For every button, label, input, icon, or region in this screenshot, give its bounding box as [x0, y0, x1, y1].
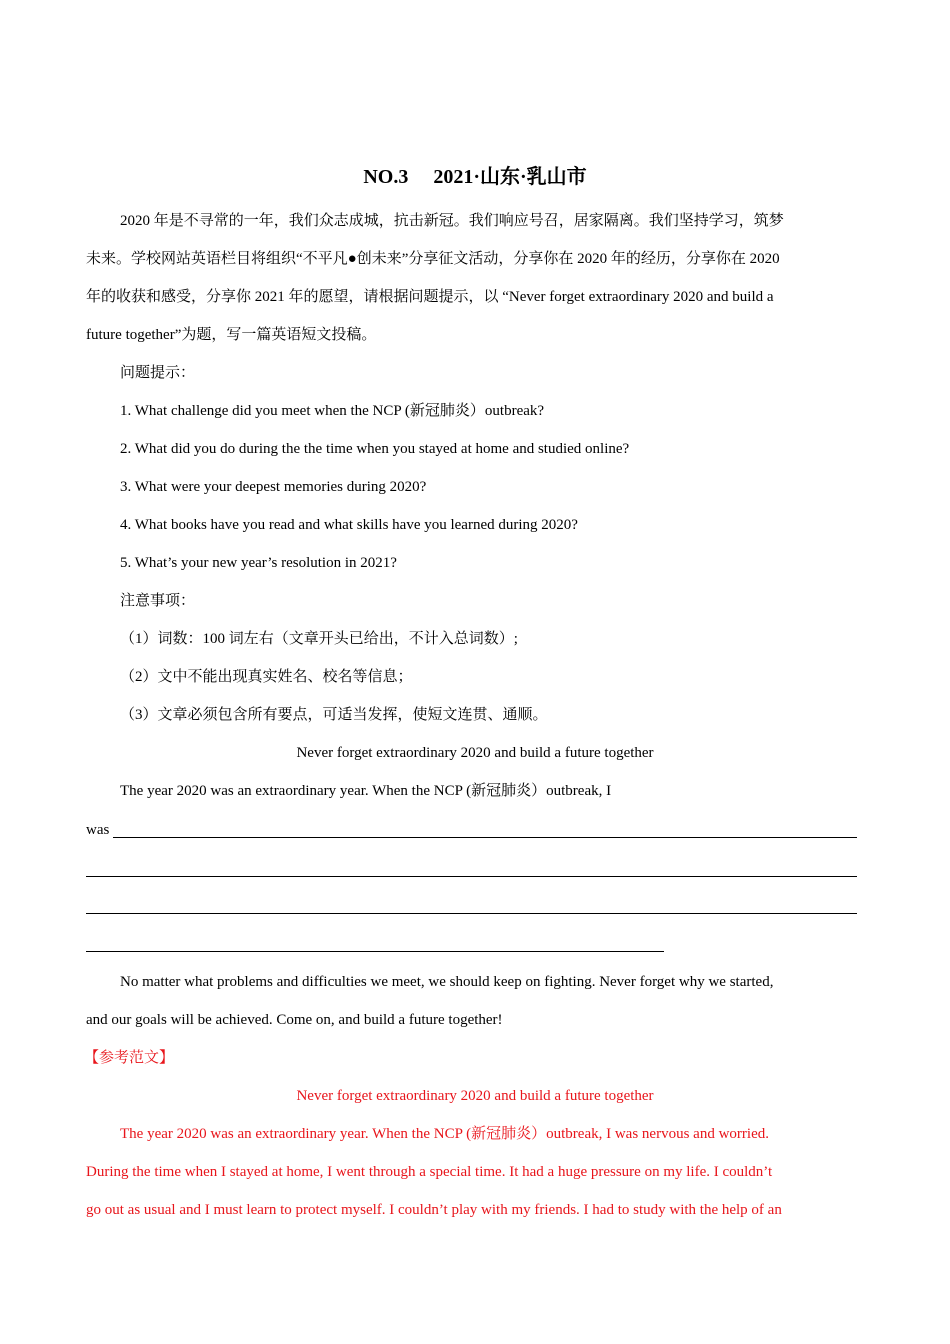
hint-item: 3. What were your deepest memories during 2020? — [120, 479, 427, 495]
answer-blank-line[interactable] — [86, 913, 857, 914]
essay-closing-line-1: No matter what problems and difficulties we meet, we should keep on fighting. Never forget why we started, — [120, 974, 774, 990]
reference-label: 【参考范文】 — [84, 1050, 175, 1066]
essay-title: Never forget extraordinary 2020 and build a future together — [296, 745, 654, 761]
answer-blank-line[interactable] — [86, 951, 664, 952]
page-title: NO.3 2021·山东·乳山市 — [363, 166, 587, 188]
prompt-line-3: 年的收获和感受，分享你 2021 年的愿望，请根据问题提示，以 “Never forget extraordinary 2020 and build a — [86, 289, 774, 305]
notes-label: 注意事项： — [120, 593, 196, 609]
note-item: （1）词数：100 词左右（文章开头已给出，不计入总词数）; — [120, 631, 518, 647]
essay-blank-start: was — [86, 822, 110, 838]
reference-line-2: During the time when I stayed at home, I went through a special time. It had a huge pressure on my life. I couldn’t — [86, 1164, 773, 1180]
answer-blank-line[interactable] — [113, 837, 857, 838]
note-item: （2）文中不能出现真实姓名、校名等信息； — [120, 669, 413, 685]
answer-blank-line[interactable] — [86, 876, 857, 877]
prompt-line-4: future together”为题，写一篇英语短文投稿。 — [86, 327, 377, 343]
reference-line-1: The year 2020 was an extraordinary year. When the NCP (新冠肺炎）outbreak, I was nervous and worried. — [120, 1126, 769, 1142]
hint-item: 2. What did you do during the the time when you stayed at home and studied online? — [120, 441, 630, 457]
prompt-line-2: 未来。学校网站英语栏目将组织“不平凡●创未来”分享征文活动，分享你在 2020 年的经历，分享你在 2020 — [86, 251, 780, 267]
hints-label: 问题提示： — [120, 365, 196, 381]
essay-closing-line-2: and our goals will be achieved. Come on, and build a future together! — [86, 1012, 503, 1028]
note-item: （3）文章必须包含所有要点，可适当发挥，使短文连贯、通顺。 — [120, 707, 548, 723]
hint-item: 1. What challenge did you meet when the NCP (新冠肺炎）outbreak? — [120, 403, 545, 419]
reference-title: Never forget extraordinary 2020 and build a future together — [296, 1088, 654, 1104]
essay-opening: The year 2020 was an extraordinary year. When the NCP (新冠肺炎）outbreak, I — [120, 783, 612, 799]
prompt-line-1: 2020 年是不寻常的一年，我们众志成城，抗击新冠。我们响应号召，居家隔离。我们坚持学习，筑梦 — [120, 213, 784, 229]
hint-item: 5. What’s your new year’s resolution in 2021? — [120, 555, 397, 571]
reference-line-3: go out as usual and I must learn to protect myself. I couldn’t play with my friends. I had to study with the help of an — [86, 1202, 782, 1218]
hint-item: 4. What books have you read and what skills have you learned during 2020? — [120, 517, 578, 533]
